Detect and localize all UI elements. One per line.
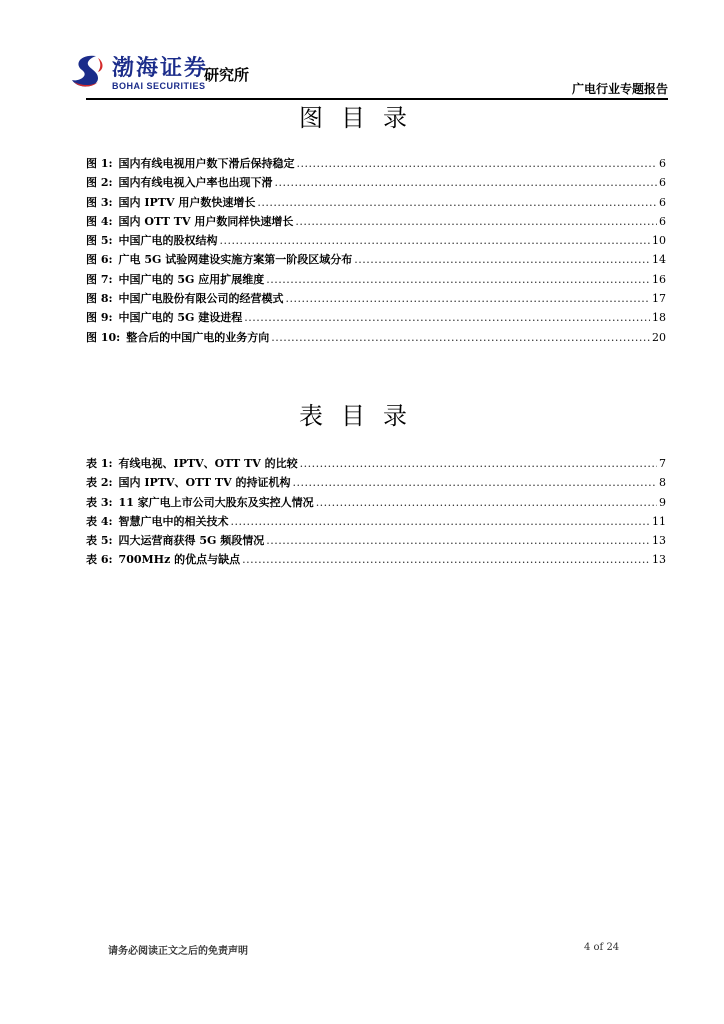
toc-entry-title: 智慧广电中的相关技术: [118, 514, 229, 528]
toc-entry[interactable]: [86, 493, 666, 512]
toc-entry[interactable]: [86, 550, 666, 569]
toc-entry-page: 6: [659, 157, 666, 170]
toc-entry-page: 11: [652, 514, 666, 528]
toc-entry[interactable]: [86, 193, 666, 212]
toc-entry-page: 8: [659, 476, 666, 490]
toc-entry-title: 中国广电股份有限公司的经营模式: [118, 292, 284, 306]
toc-leader-dots: [295, 212, 657, 231]
toc-entry-page: 6: [659, 176, 666, 190]
toc-entry-page: 13: [652, 553, 666, 567]
toc-entry-title: 广电 5G 试验网建设实施方案第一阶段区域分布: [118, 253, 353, 267]
toc-entry[interactable]: [86, 270, 666, 289]
toc-entry-number: 图 8:: [86, 292, 113, 306]
toc-leader-dots: [316, 493, 657, 512]
toc-entry-number: 图 7:: [86, 272, 113, 286]
toc-entry-number: 表 3:: [86, 495, 113, 509]
page-header: [0, 0, 724, 104]
toc-entry[interactable]: [86, 512, 666, 531]
toc-entry[interactable]: [86, 308, 666, 327]
toc-leader-dots: [231, 512, 650, 531]
toc-entry-title: 国内有线电视入户率也出现下滑: [118, 176, 273, 190]
tables-toc-list: [86, 454, 666, 570]
toc-entry-number: 图 4:: [86, 214, 113, 228]
toc-entry-page: 9: [659, 495, 666, 509]
toc-entry[interactable]: [86, 154, 666, 173]
toc-leader-dots: [292, 473, 657, 492]
toc-entry-page: 7: [659, 457, 666, 470]
toc-entry-number: 表 4:: [86, 514, 113, 528]
toc-entry-title: 中国广电的股权结构: [118, 234, 218, 248]
toc-entry-number: 图 9:: [86, 311, 113, 325]
footer-page-number: 4 of 24: [584, 942, 620, 953]
toc-entry-page: 6: [659, 214, 666, 228]
toc-leader-dots: [354, 250, 650, 269]
toc-entry-number: 图 5:: [86, 234, 113, 248]
toc-leader-dots: [266, 270, 650, 289]
brand-name-en: BOHAI SECURITIES: [112, 81, 206, 91]
toc-entry-title: 国内 IPTV 用户数快速增长: [118, 195, 256, 209]
toc-entry[interactable]: [86, 289, 666, 308]
toc-leader-dots: [244, 308, 650, 327]
toc-entry-page: 20: [652, 330, 666, 344]
toc-entry-page: 16: [652, 272, 666, 286]
toc-entry-title: 国内 IPTV、OTT TV 的持证机构: [118, 476, 291, 490]
toc-entry-page: 6: [659, 195, 666, 209]
toc-entry[interactable]: [86, 328, 666, 347]
toc-entry[interactable]: [86, 454, 666, 473]
toc-leader-dots: [300, 454, 657, 473]
toc-entry[interactable]: [86, 250, 666, 269]
toc-leader-dots: [297, 154, 657, 173]
toc-entry-number: 表 6:: [86, 553, 113, 567]
toc-entry-title: 11 家广电上市公司大股东及实控人情况: [118, 495, 314, 509]
toc-entry-page: 17: [652, 292, 666, 306]
toc-entry[interactable]: [86, 212, 666, 231]
toc-leader-dots: [266, 531, 650, 550]
toc-leader-dots: [275, 173, 657, 192]
institute-label: 研究所: [204, 66, 250, 84]
toc-entry-title: 有线电视、IPTV、OTT TV 的比较: [118, 457, 298, 470]
toc-entry-number: 图 2:: [86, 176, 113, 190]
toc-leader-dots: [257, 193, 657, 212]
toc-entry-page: 10: [652, 234, 666, 248]
brand-name-cn: 渤海证券: [112, 55, 209, 81]
toc-entry-number: 表 5:: [86, 534, 113, 548]
toc-entry-title: 国内有线电视用户数下滑后保持稳定: [118, 157, 295, 170]
tables-toc-title: 表目录: [299, 402, 425, 430]
header-divider: [86, 98, 668, 100]
toc-leader-dots: [242, 550, 650, 569]
toc-leader-dots: [220, 231, 650, 250]
figures-toc-list: [86, 154, 666, 347]
toc-entry-page: 14: [652, 253, 666, 267]
toc-entry-title: 整合后的中国广电的业务方向: [126, 330, 270, 344]
toc-entry-number: 图 1:: [86, 157, 113, 170]
toc-leader-dots: [286, 289, 650, 308]
figures-toc-title: 图目录: [299, 104, 425, 132]
toc-entry-title: 700MHz 的优点与缺点: [118, 553, 241, 567]
toc-entry[interactable]: [86, 473, 666, 492]
toc-entry-title: 中国广电的 5G 建设进程: [118, 311, 243, 325]
toc-entry-page: 18: [652, 311, 666, 325]
toc-entry[interactable]: [86, 231, 666, 250]
toc-entry-title: 四大运营商获得 5G 频段情况: [118, 534, 265, 548]
toc-entry-number: 图 3:: [86, 195, 113, 209]
footer-disclaimer: 请务必阅读正文之后的免责声明: [108, 946, 248, 957]
toc-entry-number: 表 1:: [86, 457, 113, 470]
toc-entry-title: 国内 OTT TV 用户数同样快速增长: [118, 214, 294, 228]
report-type: 广电行业专题报告: [571, 82, 668, 96]
toc-leader-dots: [271, 328, 650, 347]
toc-entry-number: 表 2:: [86, 476, 113, 490]
toc-entry-page: 13: [652, 534, 666, 548]
bohai-logo-icon: [68, 52, 108, 92]
toc-entry-title: 中国广电的 5G 应用扩展维度: [118, 272, 265, 286]
toc-entry-number: 图 6:: [86, 253, 113, 267]
toc-entry[interactable]: [86, 173, 666, 192]
toc-entry-number: 图 10:: [86, 330, 121, 344]
toc-entry[interactable]: [86, 531, 666, 550]
